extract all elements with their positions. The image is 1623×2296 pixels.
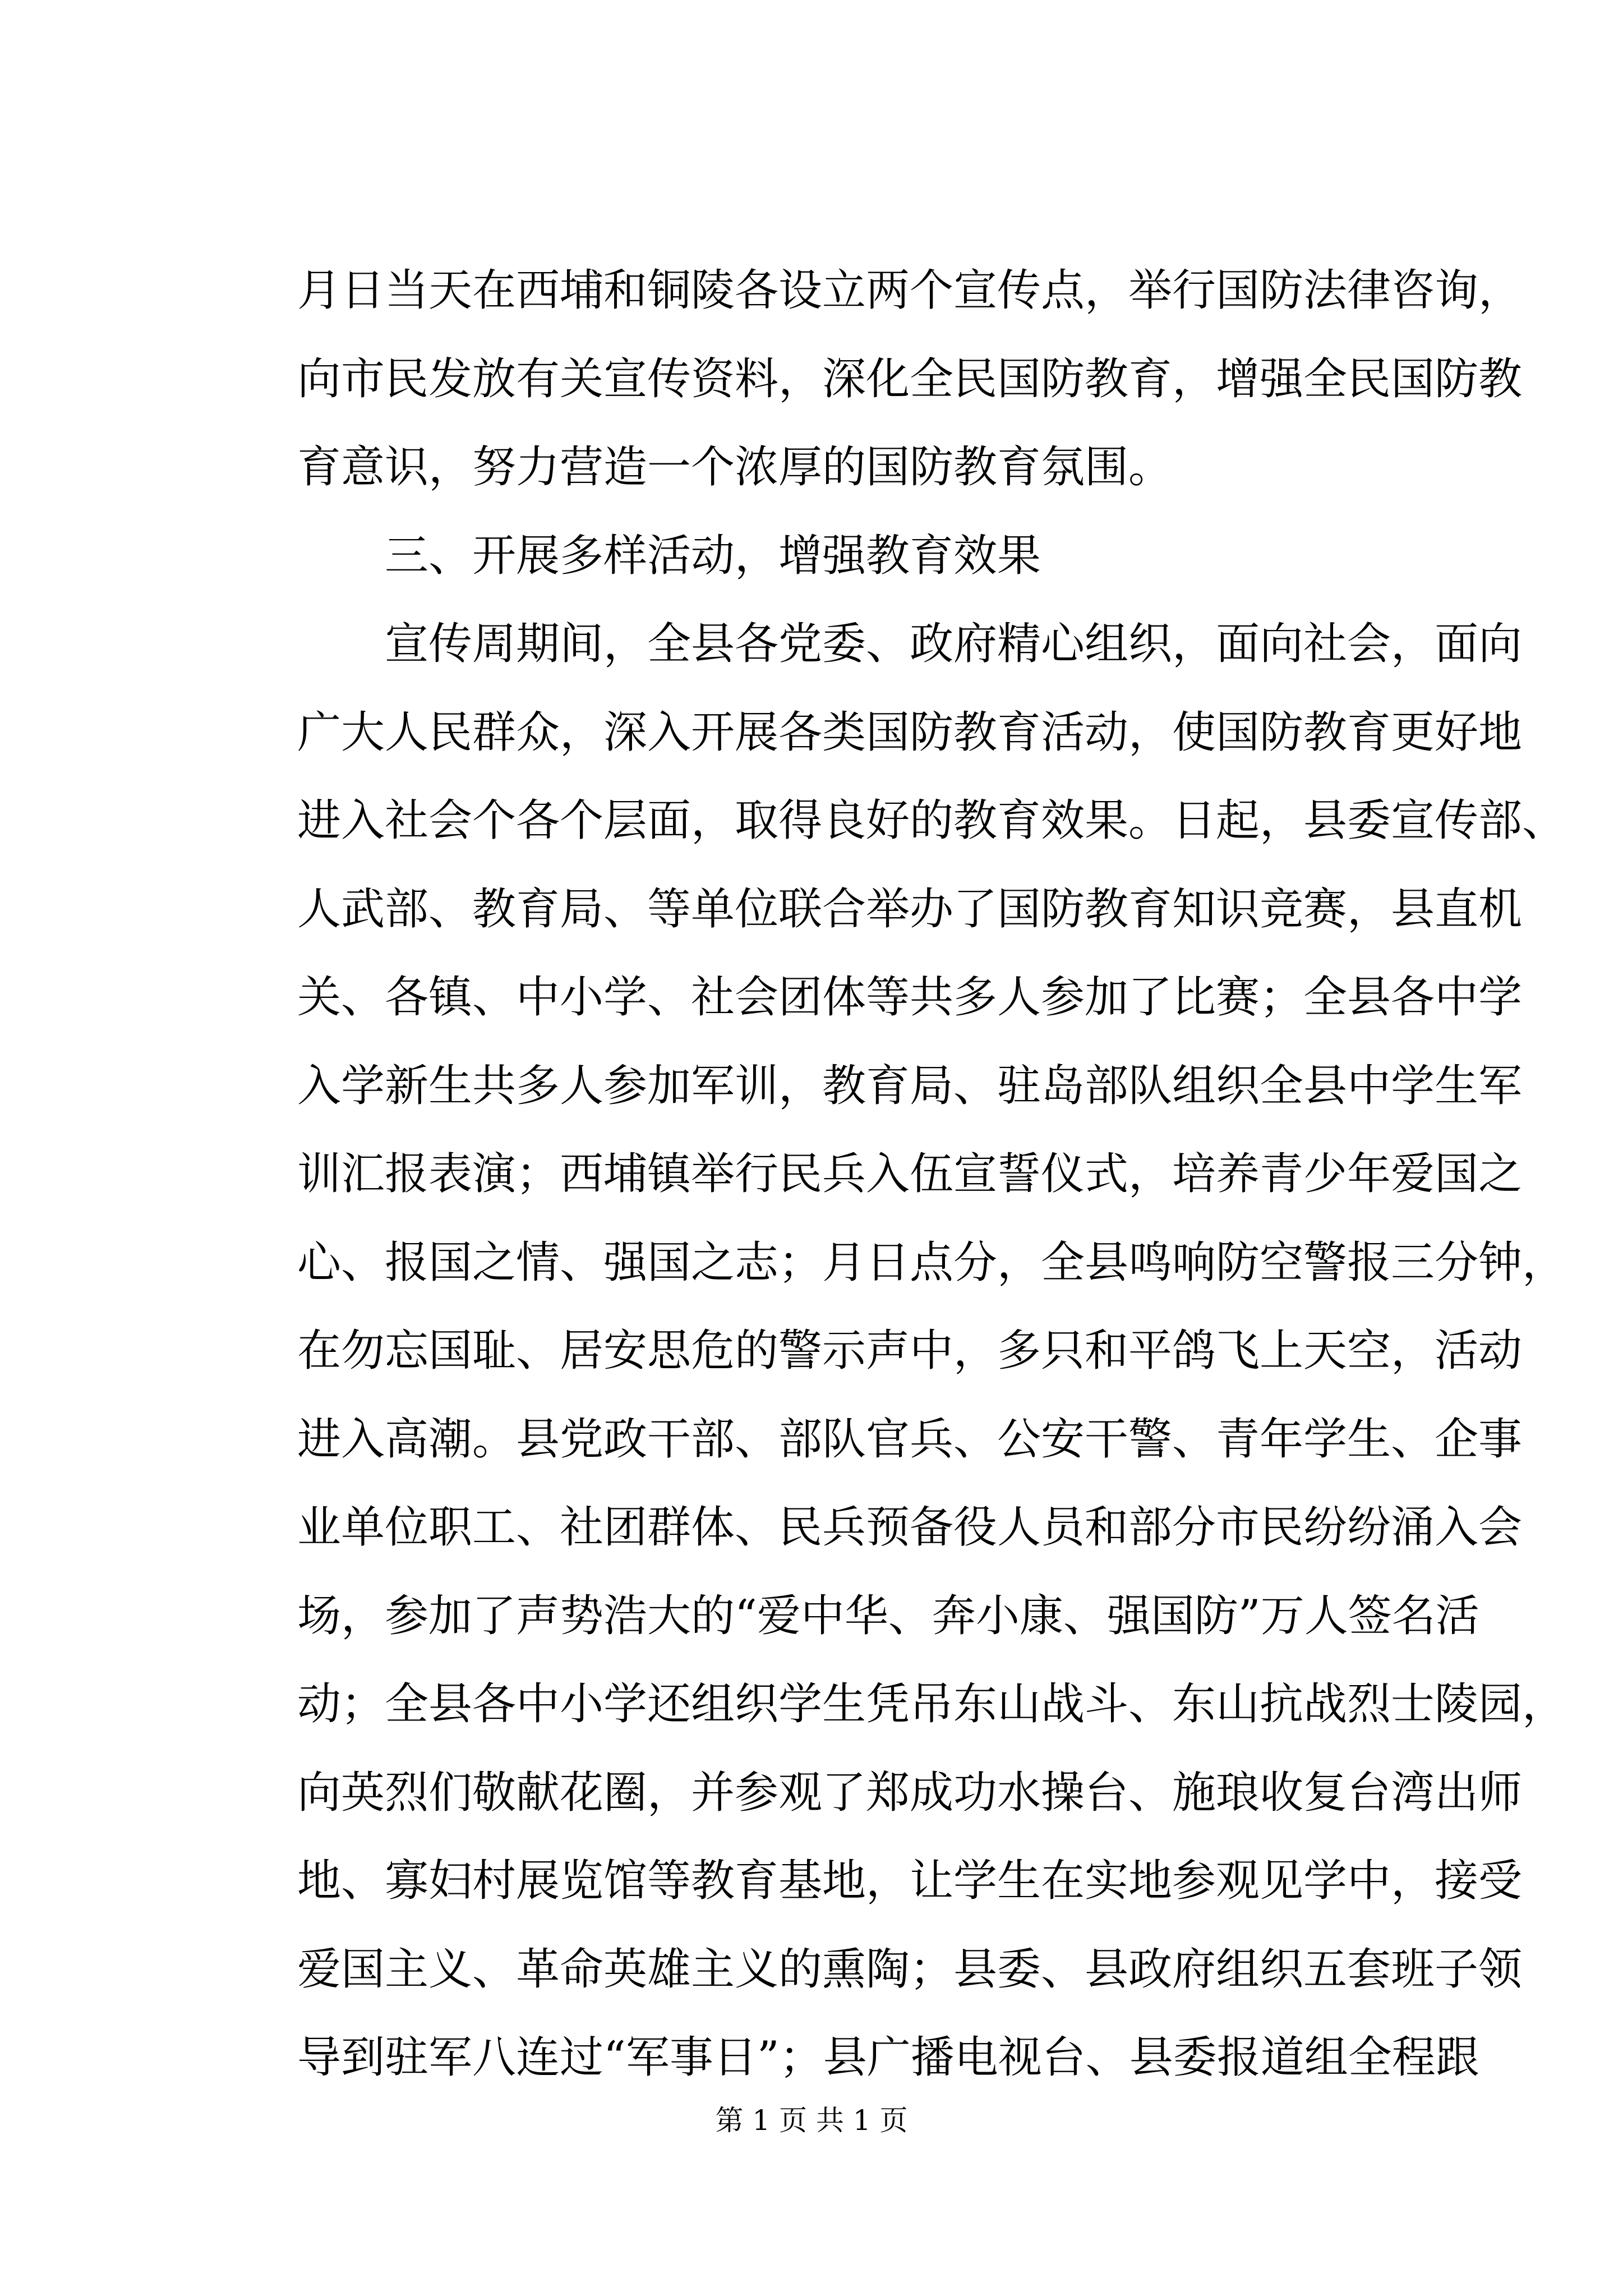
text-line: 心、报国之情、强国之志；月日点分，全县鸣响防空警报三分钟， xyxy=(297,1237,1566,1288)
text-line: 动；全县各中小学还组织学生凭吊东山战斗、东山抗战烈士陵园， xyxy=(297,1679,1566,1729)
text-line: 场，参加了声势浩大的“爱中华、奔小康、强国防”万人签名活 xyxy=(297,1590,1479,1641)
text-line: 进入高潮。县党政干部、部队官兵、公安干警、青年学生、企事 xyxy=(297,1414,1523,1465)
text-line: 月日当天在西埔和铜陵各设立两个宣传点，举行国防法律咨询， xyxy=(297,265,1523,316)
text-line: 地、寡妇村展览馆等教育基地，让学生在实地参观见学中，接受 xyxy=(297,1856,1523,1906)
text-line: 业单位职工、社团群体、民兵预备役人员和部分市民纷纷涌入会 xyxy=(297,1502,1523,1553)
text-line: 入学新生共多人参加军训，教育局、驻岛部队组织全县中学生军 xyxy=(297,1060,1523,1111)
text-line: 爱国主义、革命英雄主义的熏陶；县委、县政府组织五套班子领 xyxy=(297,1944,1523,1995)
text-line: 宣传周期间，全县各党委、政府精心组织，面向社会，面向 xyxy=(385,619,1523,669)
text-line: 育意识，努力营造一个浓厚的国防教育氛围。 xyxy=(297,442,1173,493)
text-line: 关、各镇、中小学、社会团体等共多人参加了比赛；全县各中学 xyxy=(297,972,1523,1023)
text-line: 广大人民群众，深入开展各类国防教育活动，使国防教育更好地 xyxy=(297,707,1523,758)
text-line: 导到驻军八连过“军事日”；县广播电视台、县委报道组全程跟 xyxy=(297,2032,1479,2083)
text-line: 人武部、教育局、等单位联合举办了国防教育知识竞赛，县直机 xyxy=(297,884,1523,935)
page-number-footer: 第 1 页 共 1 页 xyxy=(715,2104,908,2137)
text-line: 向市民发放有关宣传资料，深化全民国防教育，增强全民国防教 xyxy=(297,353,1523,404)
text-line: 训汇报表演；西埔镇举行民兵入伍宣誓仪式，培养青少年爱国之 xyxy=(297,1149,1523,1199)
text-line: 在勿忘国耻、居安思危的警示声中，多只和平鸽飞上天空，活动 xyxy=(297,1326,1523,1376)
section-heading: 三、开展多样活动，增强教育效果 xyxy=(385,530,1041,581)
document-body xyxy=(297,247,1566,2102)
text-line: 进入社会个各个层面，取得良好的教育效果。日起，县委宣传部、 xyxy=(297,795,1566,846)
text-line: 向英烈们敬献花圈，并参观了郑成功水操台、施琅收复台湾出师 xyxy=(297,1767,1523,1818)
